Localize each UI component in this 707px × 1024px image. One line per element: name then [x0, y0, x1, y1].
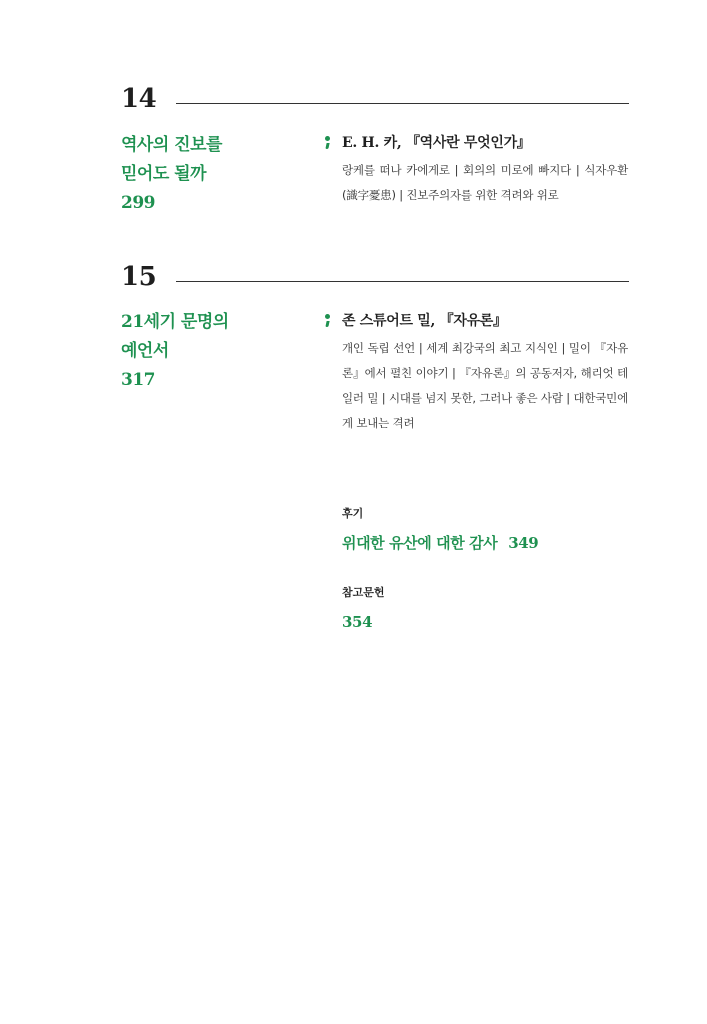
afterword-page-number: 349 [508, 534, 539, 552]
chapter-14-header [121, 72, 629, 112]
chapter-number: 14 [121, 84, 157, 114]
chapter-15-header [121, 250, 629, 290]
chapter-title-line: 역사의 진보를 [121, 135, 222, 155]
afterword-label: 후기 [342, 507, 364, 520]
book-description: 랑케를 떠나 카에게로 | 회의의 미로에 빠지다 | 식자우환(識字憂患) | 진보주의자를 위한 격려와 위로 [342, 163, 628, 202]
references-page-number: 354 [342, 613, 373, 631]
references-entry[interactable] [342, 586, 385, 632]
chapter-15-book [324, 311, 634, 436]
chapter-15-title[interactable] [121, 308, 301, 395]
book-heading [324, 311, 634, 331]
chapter-14-title[interactable] [121, 131, 301, 218]
chapter-title-line: 21세기 문명의 [121, 312, 229, 332]
chapter-number: 15 [121, 262, 157, 292]
chapter-divider [176, 281, 629, 282]
book-heading-text: E. H. 카, 『역사란 무엇인가』 [342, 135, 531, 151]
chapter-page-number: 299 [121, 193, 155, 213]
book-heading [324, 133, 634, 153]
chapter-divider [176, 103, 629, 104]
afterword-title [342, 533, 538, 553]
bullet-icon [324, 136, 330, 150]
chapter-title-line: 예언서 [121, 341, 169, 361]
afterword-entry[interactable] [342, 507, 538, 553]
chapter-14-book [324, 133, 634, 208]
book-heading-text: 존 스튜어트 밀, 『자유론』 [342, 313, 507, 329]
bullet-icon [324, 314, 330, 328]
afterword-title-text: 위대한 유산에 대한 감사 [342, 534, 498, 552]
book-description: 개인 독립 선언 | 세계 최강국의 최고 지식인 | 밀이 『자유론』에서 펼친 이야기 | 『자유론』의 공동저자, 해리엇 테일러 밀 | 시대를 넘지 못한, 그러나 좋은 사람 | 대한국민에게 보내는 격려 [342, 341, 628, 430]
chapter-page-number: 317 [121, 370, 155, 390]
chapter-title-line: 믿어도 될까 [121, 164, 207, 184]
references-label: 참고문헌 [342, 586, 385, 599]
